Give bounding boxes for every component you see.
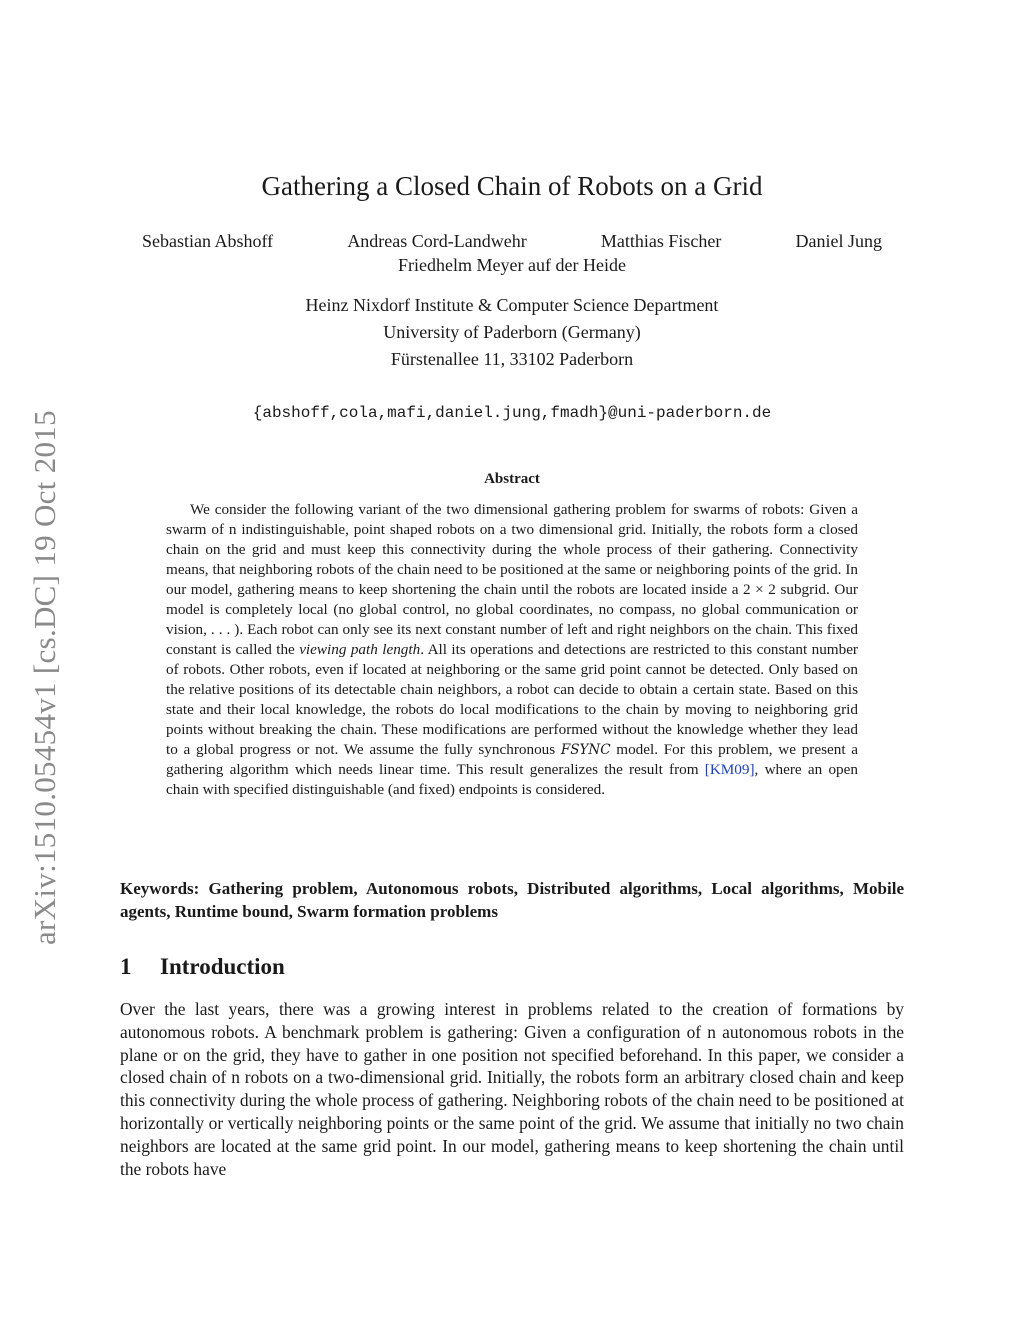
section-heading bbox=[120, 952, 904, 982]
section-title: Introduction bbox=[160, 954, 285, 979]
section-number: 1 bbox=[120, 954, 132, 979]
affiliation bbox=[0, 292, 1024, 373]
abstract-heading: Abstract bbox=[484, 471, 540, 487]
citation-link[interactable]: [KM09] bbox=[704, 761, 755, 778]
abstract-emphasis: viewing path length bbox=[299, 641, 421, 658]
author-name: Andreas Cord-Landwehr bbox=[347, 231, 527, 251]
author-list bbox=[120, 229, 904, 277]
affiliation-line: Fürstenallee 11, 33102 Paderborn bbox=[390, 349, 634, 369]
abstract-text: . All its operations and detections are restricted to this constant number of robots. Other robots, even if located at neighboring or the same grid point cannot be detected. Only based on the relative positions of its detectable chain neighbors, a robot can decide to obtain a certain state. Based on this state and their local knowledge, the robots do local modifications to the chain by moving to neighboring grid points without breaking the chain. These modifications are performed without the knowledge whether they lead to a global progress or not. We assume the fully synchronous bbox=[166, 641, 858, 758]
author-name: Friedhelm Meyer auf der Heide bbox=[398, 255, 626, 275]
arxiv-identifier: arXiv:1510.05454v1 [cs.DC] 19 Oct 2015 bbox=[27, 410, 62, 945]
abstract-text: We consider the following variant of the two dimensional gathering problem for swarms of robots: Given a swarm of n indistinguishable, point shaped robots on a two dimensional grid. Initially, the robots form a closed chain on the grid and must keep this connectivity during the whole process of their gathering. Connectivity means, that neighboring robots of the chain need to be positioned at the same or neighboring points of the grid. In our model, gathering means to keep shortening the chain until the robots are located inside a 2 × 2 subgrid. Our model is completely local (no global control, no global coordinates, no compass, no global communication or vision, . . . ). Each robot can only see its next constant number of left and right neighbors on the chain. This fixed constant is called the bbox=[166, 501, 858, 658]
affiliation-line: University of Paderborn (Germany) bbox=[383, 322, 641, 342]
fsync-model-name: FSYNC bbox=[560, 742, 611, 758]
author-name: Daniel Jung bbox=[795, 231, 882, 251]
keywords: Keywords: Gathering problem, Autonomous robots, Distributed algorithms, Local algorithms, Mobile agents, Runtime bound, Swarm formation problems bbox=[120, 879, 904, 921]
author-name: Sebastian Abshoff bbox=[142, 231, 274, 251]
abstract-text: , where an open chain with specified distinguishable (and fixed) endpoints is considered. bbox=[166, 761, 858, 798]
affiliation-line: Heinz Nixdorf Institute & Computer Science Department bbox=[305, 295, 719, 315]
author-name: Matthias Fischer bbox=[600, 231, 722, 251]
abstract-body bbox=[166, 500, 858, 800]
abstract-text: model. For this problem, we present a gathering algorithm which needs linear time. This result generalizes the result from bbox=[166, 741, 859, 778]
paper-title: Gathering a Closed Chain of Robots on a Grid bbox=[261, 171, 763, 201]
introduction-body: Over the last years, there was a growing interest in problems related to the creation of formations by autonomous robots. A benchmark problem is gathering: Given a configuration of n autonomous robots in the plane or on the grid, they have to gather in one position not specified beforehand. In this paper, we consider a closed chain of n robots on a two-dimensional grid. Initially, the robots form an arbitrary closed chain and keep this connectivity during the whole process of gathering. Neighboring robots of the chain need to be positioned at horizontally or vertically neighboring points or the same point of the grid. We assume that initially no two chain neighbors are located at the same grid point. In our model, gathering means to keep shortening the chain until the robots have bbox=[120, 999, 904, 1179]
author-email: {abshoff,cola,mafi,daniel.jung,fmadh}@uni-paderborn.de bbox=[252, 404, 772, 422]
